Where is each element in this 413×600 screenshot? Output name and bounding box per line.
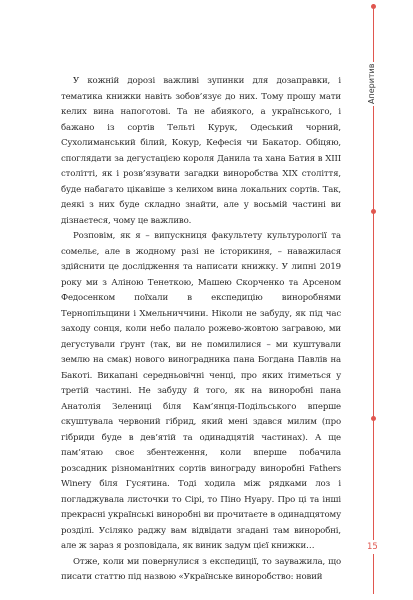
paragraph-2: Розповім, як я – випускниця факультету культурології та сомельє, але в жодному разі не історикиня, – наважилася здійснити це дослідження та написати книжку. У липні 2019 року ми з Аліною Тенеткою, Машею Скорченко та Арсеном Федосенком поїхали в експедицію виноробнями Тернопільщини і Хмельниччини. Ніколи не забуду, як під час заходу сонця, коли небо палало рожево-жовтою загравою, ми дегустували ґрунт (так, ви не помилилися – ми куштували землю на смак) нового виноградника пана Богдана Павлів на Бакоті. Викапані середньовічні ченці, про яких ітиметься у третій частині. Не забуду й того, як на виноробні пана Анатолія Зелениці біля Кам’янця-Подільського вперше скуштувала червоний гібрид, який мені здався милим (про гібриди буде в дев’ятій та одинадцятій частинах). А ще пам’ятаю своє збентеження, коли вперше побачила розсадник різноманітних сортів винограду виноробні Fathers Winery біля Гусятина. Тоді ходила між рядками лоз і погладжувала листочки то Сірі, то Піно Нуару. Про ці та інші прекрасні українські виноробні ви прочитаєте в одинадцятому розділі. Усіляко раджу вам відвідати згадані там виноробні, але ж зараз я розповідала, як виник задум цієї книжки… — [61, 231, 341, 551]
section-label-anchor — [367, 63, 376, 104]
page-number: 15 — [367, 542, 378, 552]
paragraph-1: У кожній дорозі важливі зупинки для дозаправки, і тематика книжки навіть зобов’язує до них. Тому прошу мати келих вина напоготові. Та не абиякого, а українського, і бажано із сортів Тельті Курук, Одеський чорний, Сухолиманський білий, Кокур, Кефесія чи Бакатор. Обіцяю, споглядати за дегустацією короля Данила та хана Батия в XIII столітті, як і розв’язувати загадки виноробства XIX століття, буде набагато цікавіше з келихом вина локальних сортів. Так, деякі з них буде складно знайти, але у восьмій частині ви дізнаєтеся, чому це важливо. — [61, 76, 341, 226]
rule-dot-middle — [371, 209, 376, 214]
rule-dot-top — [371, 4, 376, 9]
section-label: Аперитив — [367, 63, 376, 104]
rule-dot-lower — [371, 416, 376, 421]
body-text — [61, 74, 341, 586]
paragraph-3: Отже, коли ми повернулися з експедиції, то зауважила, що писати статтю під назвою «Українське виноробство: новий — [61, 556, 341, 582]
